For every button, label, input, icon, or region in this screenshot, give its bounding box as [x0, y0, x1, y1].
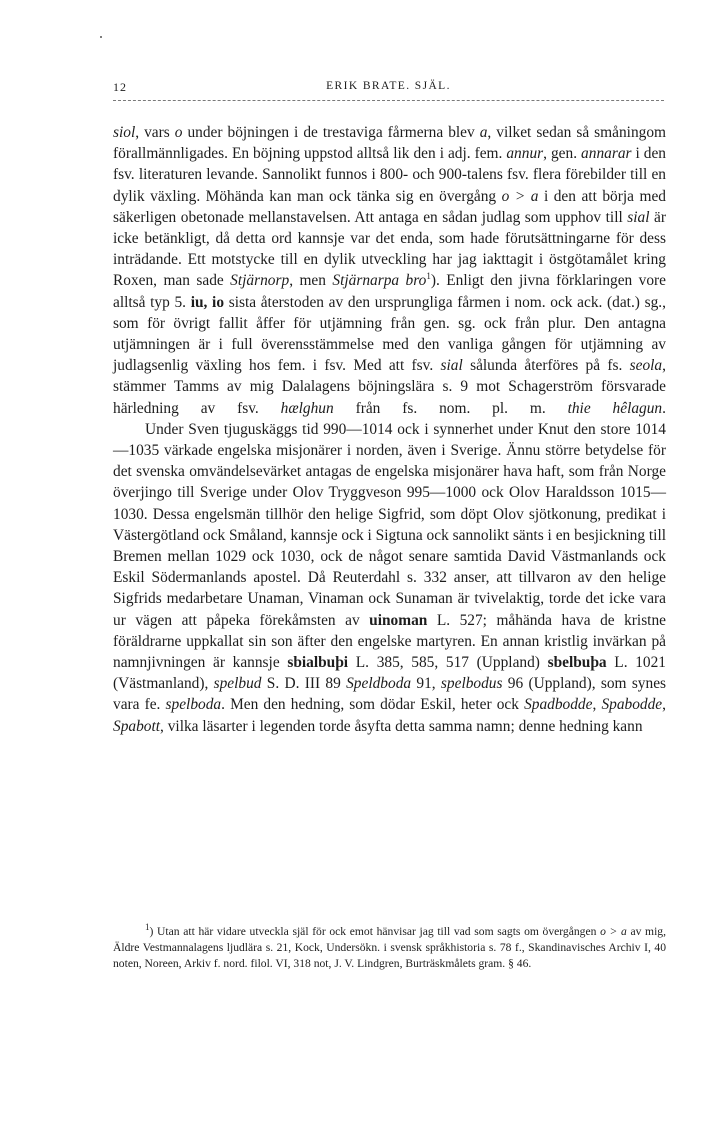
text-run: , gen.: [543, 145, 582, 163]
text-run: 1: [426, 271, 431, 282]
text-run: är icke betänkligt, då detta ord kannsje var det enda, som hade förutsättningarne för dess inträdande. Ett motstycke till en dylik utveckling har jag iakttagit i östgötamålet kring Roxen, man sade: [113, 208, 667, 290]
text-run: hælghun: [280, 399, 334, 417]
text-run: sial: [440, 357, 463, 375]
text-run: , men: [289, 272, 333, 290]
scan-speck: [100, 36, 102, 38]
running-title: ERIK BRATE. SJÄL.: [326, 80, 451, 92]
text-run: Stjärnorp: [230, 272, 290, 290]
text-run: spelboda: [165, 696, 222, 714]
text-run: uinoman: [369, 611, 428, 629]
text-run: Stjärnarpa bro: [332, 272, 427, 290]
text-run: .: [662, 399, 666, 417]
text-run: , vilka läsarter i legenden torde åsyfta detta samma namn; denne hedning kann: [160, 717, 643, 735]
text-run: Under Sven tjuguskäggs tid 990—1014 ock i synnerhet under Knut den store 1014—1035 värkade engelska misjonärer i norden, även i Sverige. Ännu större betydelse för det svenska omvändelsevärket antagas de engelska misjonärer hava haft, som från Norge överjingo till Sverige under Olov Tryggveson 995—1000 ock Olov Haraldsson 1015—1030. Dessa engelsmän tillhör den helige Sigfrid, som döpt Olov sjötkonung, predikat i Västergötland ock Småland, kannsje ock i Sigtuna ock sannolikt sänts i en besjickning till Bremen mellan 1029 ock 1030, ock de något senare samtida David Västmanlands ock Eskil Södermanlands apostel. Då Reuterdahl s. 332 anser, att tillvaron av den helige Sigfrids medarbetare Unaman, Vinaman ock Sunaman är tvivelaktig, torde det icke vara ur vägen att påpeka förekåmsten av: [113, 420, 666, 629]
paragraph-1: [113, 122, 666, 419]
text-run: Spabodde: [601, 696, 663, 714]
text-run: o > a: [501, 187, 539, 205]
text-run: Speldboda: [346, 675, 412, 693]
page-number: 12: [113, 80, 127, 94]
text-run: 1: [145, 922, 150, 933]
text-run: sbelbuþa: [547, 654, 607, 672]
text-run: , vilket sedan så småningom förallmännligades. En böjning uppstod alltså lik den i adj. fem.: [113, 124, 667, 163]
text-run: thie hêlagun: [567, 399, 663, 417]
text-run: ) Utan att här vidare utveckla själ för ock emot hänvisar jag till vad som sagts om övergången: [149, 925, 601, 938]
text-run: S. D. III 89: [261, 675, 347, 693]
text-run: sålunda återföres på fs.: [462, 357, 630, 375]
text-run: , vars: [135, 124, 175, 141]
text-run: L. 385, 585, 517 (Uppland): [348, 654, 548, 672]
text-run: iu, io: [190, 293, 225, 311]
text-run: a: [479, 124, 488, 141]
body-text: [113, 122, 666, 737]
text-run: av mig, Äldre Vestmannalagens ljudlära s. 21, Kock, Undersökn. i svensk språkhistoria s. 78 f., Skandinavisches Archiv I, 40 noten, Noreen, Arkiv f. nord. filol. VI, 318 not, J. V. Lindgren, Burträskmålets gram. § 46.: [113, 925, 666, 971]
text-run: sista återstoden av den ursprungliga fårmen i nom. ock ack. (dat.) sg., som för övrigt fallit åffer för utjämning från gen. sg. ock från plur. Den antagna utjämningen är i full överensstämmelse med den vanliga gången för utjämning av judlagsenlig växling hos fem. i fsv. Med att fsv.: [113, 293, 666, 375]
text-run: ,: [592, 696, 602, 714]
text-run: från fs. nom. pl. m.: [333, 399, 568, 417]
running-header: [113, 80, 664, 96]
text-run: ,: [662, 696, 666, 714]
text-run: ). Enligt den jivna förklaringen vore alltså typ 5.: [113, 272, 667, 311]
header-rule: [113, 100, 664, 101]
footnotes: [113, 924, 666, 973]
text-run: annur: [506, 145, 544, 163]
text-run: 96 (Uppland), som synes vara fe.: [113, 675, 667, 714]
text-run: 91,: [411, 675, 441, 693]
text-run: Spadbodde: [524, 696, 593, 714]
text-run: Spabott: [113, 717, 161, 735]
text-run: L. 1021 (Västmanland),: [113, 654, 667, 693]
text-run: annarar: [581, 145, 632, 163]
text-run: , stämmer Tamms av mig Dalalagens böjningslära s. 9 mot Schagerström försvarade härledning av fsv.: [113, 357, 666, 417]
text-run: spelbodus: [440, 675, 503, 693]
footnote-1: [113, 924, 666, 973]
text-run: under böjningen i de trestaviga fårmerna blev: [182, 124, 480, 141]
text-run: spelbud: [213, 675, 262, 693]
text-run: o: [174, 124, 183, 141]
text-run: o > a: [600, 925, 627, 938]
paragraph-2: [113, 419, 666, 737]
text-run: i den fsv. literaturen levande. Sannolikt funnos i 800- och 900-talens fsv. flera förebilder till en dylik växling. Möhända kan man ock tänka sig en övergång: [113, 145, 666, 205]
text-run: L. 527; måhända hava de kristne föräldrarne uppkallat sin son äfter den engelske martyren. En annan kristlig invärkan på namnjivningen är kannsje: [113, 611, 666, 672]
text-run: sial: [627, 208, 650, 226]
text-run: seola: [629, 357, 663, 375]
text-run: sbialbuþi: [287, 654, 349, 672]
text-run: . Men den hedning, som dödar Eskil, heter ock: [221, 696, 525, 714]
text-run: siol: [113, 124, 136, 141]
text-run: i den att börja med säkerligen obetonade mellanstavelsen. Att antaga en sådan judlag som upphov till: [113, 187, 666, 226]
